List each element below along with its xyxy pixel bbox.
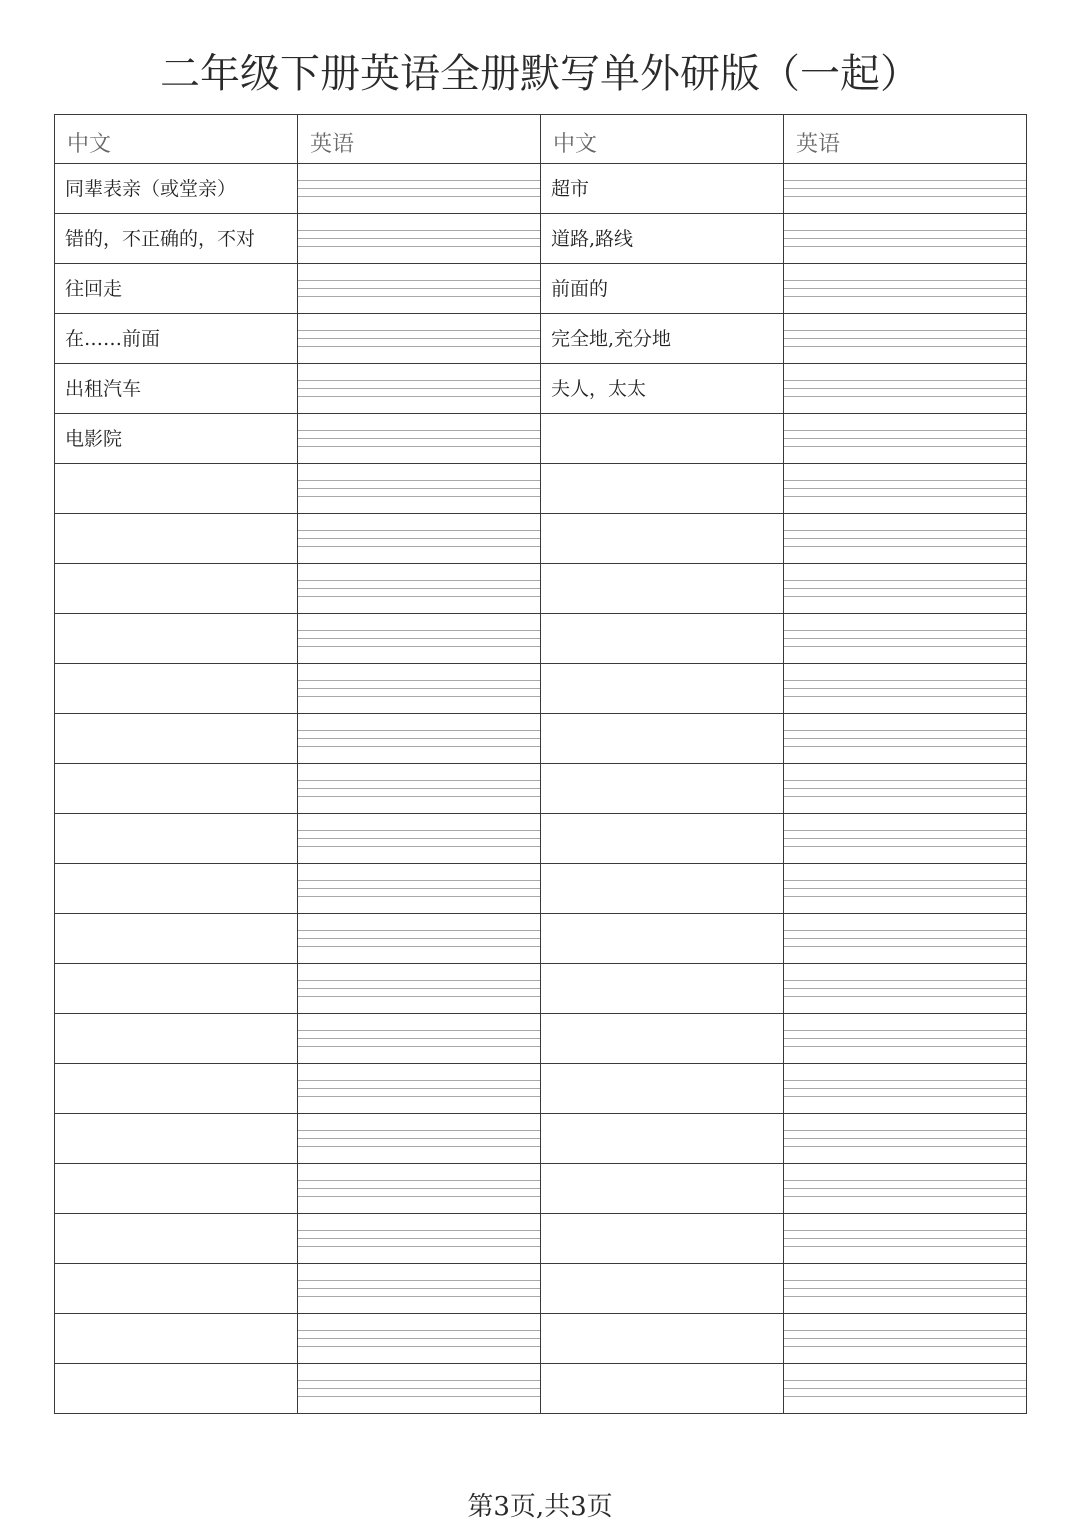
- writing-guide-lines: [784, 714, 1026, 763]
- english-answer-cell-right[interactable]: [784, 1214, 1027, 1264]
- table-row: [55, 514, 1027, 564]
- chinese-term: 同辈表亲（或堂亲）: [65, 178, 237, 200]
- chinese-cell-right: [541, 1164, 784, 1214]
- english-answer-cell-left[interactable]: [298, 214, 541, 264]
- writing-guide-lines: [298, 1164, 540, 1213]
- english-answer-cell-right[interactable]: [784, 264, 1027, 314]
- table-row: [55, 1314, 1027, 1364]
- english-answer-cell-left[interactable]: [298, 464, 541, 514]
- writing-guide-lines: [784, 264, 1026, 313]
- chinese-cell-right: [541, 164, 784, 214]
- writing-guide-lines: [784, 214, 1026, 263]
- chinese-cell-right: [541, 214, 784, 264]
- english-answer-cell-left[interactable]: [298, 1114, 541, 1164]
- chinese-term: [55, 1364, 297, 1374]
- chinese-term: 电影院: [65, 428, 123, 450]
- table-row: [55, 614, 1027, 664]
- writing-guide-lines: [784, 664, 1026, 713]
- table-row: [55, 414, 1027, 464]
- chinese-cell-left: [55, 764, 298, 814]
- english-answer-cell-left[interactable]: [298, 414, 541, 464]
- chinese-term: [55, 714, 297, 724]
- chinese-term: [541, 864, 783, 874]
- chinese-term: 出租汽车: [65, 378, 142, 400]
- chinese-cell-right: [541, 514, 784, 564]
- english-answer-cell-left[interactable]: [298, 164, 541, 214]
- writing-guide-lines: [298, 814, 540, 863]
- chinese-term: [55, 1314, 297, 1324]
- header-label: 英语: [310, 132, 355, 157]
- chinese-cell-left: [55, 1364, 298, 1414]
- chinese-term: [541, 914, 783, 924]
- chinese-term: [541, 714, 783, 724]
- english-answer-cell-left[interactable]: [298, 814, 541, 864]
- english-answer-cell-right[interactable]: [784, 164, 1027, 214]
- english-answer-cell-right[interactable]: [784, 764, 1027, 814]
- chinese-cell-right: [541, 714, 784, 764]
- table-row: [55, 914, 1027, 964]
- writing-guide-lines: [298, 364, 540, 413]
- table-row: [55, 214, 1027, 264]
- chinese-term: [55, 564, 297, 574]
- chinese-term: [541, 764, 783, 774]
- writing-guide-lines: [298, 314, 540, 363]
- chinese-term: [55, 1114, 297, 1124]
- writing-guide-lines: [784, 464, 1026, 513]
- writing-guide-lines: [298, 1064, 540, 1113]
- writing-guide-lines: [784, 1064, 1026, 1113]
- writing-guide-lines: [298, 864, 540, 913]
- writing-guide-lines: [298, 1314, 540, 1363]
- chinese-term: [55, 464, 297, 474]
- table-row: [55, 264, 1027, 314]
- writing-guide-lines: [784, 564, 1026, 613]
- writing-guide-lines: [298, 1014, 540, 1063]
- english-answer-cell-right[interactable]: [784, 914, 1027, 964]
- chinese-term: 在……前面: [65, 328, 161, 350]
- chinese-cell-left: [55, 664, 298, 714]
- english-answer-cell-right[interactable]: [784, 1314, 1027, 1364]
- english-answer-cell-right[interactable]: [784, 714, 1027, 764]
- chinese-cell-right: [541, 614, 784, 664]
- chinese-term: 前面的: [551, 278, 609, 300]
- chinese-term: [55, 914, 297, 924]
- english-answer-cell-left[interactable]: [298, 1164, 541, 1214]
- writing-guide-lines: [298, 1364, 540, 1413]
- english-answer-cell-left[interactable]: [298, 1014, 541, 1064]
- chinese-cell-right: [541, 1364, 784, 1414]
- chinese-term: [55, 1014, 297, 1024]
- writing-guide-lines: [298, 214, 540, 263]
- writing-guide-lines: [784, 914, 1026, 963]
- header-cell-chinese-left: [55, 115, 298, 164]
- english-answer-cell-left[interactable]: [298, 614, 541, 664]
- writing-guide-lines: [298, 414, 540, 463]
- header-cell-chinese-right: [541, 115, 784, 164]
- english-answer-cell-right[interactable]: [784, 1014, 1027, 1064]
- chinese-cell-left: [55, 564, 298, 614]
- writing-guide-lines: [298, 764, 540, 813]
- english-answer-cell-right[interactable]: [784, 364, 1027, 414]
- english-answer-cell-left[interactable]: [298, 964, 541, 1014]
- chinese-term: [541, 464, 783, 474]
- chinese-term: 错的，不正确的，不对: [65, 228, 256, 250]
- writing-guide-lines: [784, 1014, 1026, 1063]
- chinese-term: [541, 1114, 783, 1124]
- header-cell-english-left: [298, 115, 541, 164]
- writing-guide-lines: [298, 514, 540, 563]
- chinese-cell-right: [541, 964, 784, 1014]
- chinese-term: [541, 514, 783, 524]
- chinese-term: 完全地,充分地: [551, 328, 672, 350]
- writing-guide-lines: [298, 1214, 540, 1263]
- chinese-term: [55, 1264, 297, 1274]
- writing-guide-lines: [298, 1264, 540, 1313]
- chinese-term: [541, 664, 783, 674]
- header-label: 中文: [67, 132, 112, 157]
- chinese-term: 夫人，太太: [551, 378, 647, 400]
- chinese-cell-left: [55, 864, 298, 914]
- chinese-cell-left: [55, 614, 298, 664]
- writing-guide-lines: [784, 1264, 1026, 1313]
- english-answer-cell-right[interactable]: [784, 214, 1027, 264]
- english-answer-cell-right[interactable]: [784, 814, 1027, 864]
- chinese-term: [55, 764, 297, 774]
- english-answer-cell-right[interactable]: [784, 464, 1027, 514]
- table-row: [55, 1164, 1027, 1214]
- chinese-cell-left: [55, 214, 298, 264]
- table-row: [55, 864, 1027, 914]
- chinese-cell-right: [541, 1214, 784, 1264]
- writing-guide-lines: [298, 664, 540, 713]
- chinese-term: [541, 614, 783, 624]
- chinese-cell-right: [541, 1064, 784, 1114]
- writing-guide-lines: [784, 1114, 1026, 1163]
- page-footer: 第3页,共3页: [467, 1492, 613, 1522]
- table-row: [55, 1014, 1027, 1064]
- writing-guide-lines: [298, 164, 540, 213]
- english-answer-cell-left[interactable]: [298, 1314, 541, 1364]
- table-row: [55, 664, 1027, 714]
- writing-guide-lines: [298, 714, 540, 763]
- header-label: 中文: [553, 132, 598, 157]
- chinese-term: [541, 1314, 783, 1324]
- chinese-term: [55, 964, 297, 974]
- chinese-cell-left: [55, 1264, 298, 1314]
- chinese-cell-right: [541, 1264, 784, 1314]
- chinese-cell-left: [55, 364, 298, 414]
- writing-guide-lines: [784, 414, 1026, 463]
- chinese-cell-left: [55, 464, 298, 514]
- english-answer-cell-left[interactable]: [298, 264, 541, 314]
- dictation-table: [54, 114, 1027, 1414]
- english-answer-cell-right[interactable]: [784, 964, 1027, 1014]
- writing-guide-lines: [784, 864, 1026, 913]
- chinese-cell-right: [541, 664, 784, 714]
- english-answer-cell-right[interactable]: [784, 414, 1027, 464]
- chinese-cell-right: [541, 464, 784, 514]
- chinese-term: [541, 1014, 783, 1024]
- table-row: [55, 764, 1027, 814]
- table-row: [55, 464, 1027, 514]
- chinese-cell-left: [55, 964, 298, 1014]
- english-answer-cell-left[interactable]: [298, 714, 541, 764]
- chinese-cell-right: [541, 1014, 784, 1064]
- table-row: [55, 1114, 1027, 1164]
- chinese-term: 往回走: [65, 278, 123, 300]
- english-answer-cell-left[interactable]: [298, 764, 541, 814]
- english-answer-cell-left[interactable]: [298, 364, 541, 414]
- chinese-cell-right: [541, 564, 784, 614]
- writing-guide-lines: [784, 314, 1026, 363]
- chinese-term: [541, 1164, 783, 1174]
- english-answer-cell-right[interactable]: [784, 514, 1027, 564]
- writing-guide-lines: [784, 814, 1026, 863]
- writing-guide-lines: [784, 964, 1026, 1013]
- table-row: [55, 364, 1027, 414]
- chinese-term: [541, 1364, 783, 1374]
- english-answer-cell-right[interactable]: [784, 614, 1027, 664]
- chinese-term: [55, 614, 297, 624]
- chinese-cell-right: [541, 814, 784, 864]
- chinese-cell-right: [541, 364, 784, 414]
- chinese-term: [541, 1214, 783, 1224]
- chinese-cell-left: [55, 1114, 298, 1164]
- chinese-term: [55, 814, 297, 824]
- english-answer-cell-right[interactable]: [784, 1064, 1027, 1114]
- chinese-cell-left: [55, 1314, 298, 1364]
- table-row: [55, 1064, 1027, 1114]
- writing-guide-lines: [784, 1314, 1026, 1363]
- table-row: [55, 1364, 1027, 1414]
- table-row: [55, 714, 1027, 764]
- chinese-term: [541, 964, 783, 974]
- writing-guide-lines: [298, 914, 540, 963]
- english-answer-cell-right[interactable]: [784, 314, 1027, 364]
- writing-guide-lines: [784, 764, 1026, 813]
- english-answer-cell-right[interactable]: [784, 1164, 1027, 1214]
- header-row: [55, 115, 1027, 164]
- chinese-cell-left: [55, 514, 298, 564]
- writing-guide-lines: [784, 1364, 1026, 1413]
- writing-guide-lines: [784, 614, 1026, 663]
- english-answer-cell-left[interactable]: [298, 1264, 541, 1314]
- chinese-term: [55, 664, 297, 674]
- chinese-term: 道路,路线: [551, 228, 634, 250]
- chinese-cell-left: [55, 1064, 298, 1114]
- english-answer-cell-left[interactable]: [298, 514, 541, 564]
- english-answer-cell-right[interactable]: [784, 1364, 1027, 1414]
- table-row: [55, 1214, 1027, 1264]
- english-answer-cell-left[interactable]: [298, 564, 541, 614]
- table-row: [55, 814, 1027, 864]
- english-answer-cell-left[interactable]: [298, 1214, 541, 1264]
- chinese-cell-left: [55, 264, 298, 314]
- chinese-term: [55, 514, 297, 524]
- chinese-term: [55, 864, 297, 874]
- english-answer-cell-right[interactable]: [784, 1114, 1027, 1164]
- writing-guide-lines: [298, 614, 540, 663]
- writing-guide-lines: [298, 564, 540, 613]
- chinese-cell-left: [55, 314, 298, 364]
- chinese-term: 超市: [551, 178, 590, 200]
- header-cell-english-right: [784, 115, 1027, 164]
- chinese-term: [55, 1064, 297, 1074]
- chinese-cell-right: [541, 314, 784, 364]
- writing-guide-lines: [784, 364, 1026, 413]
- english-answer-cell-left[interactable]: [298, 914, 541, 964]
- chinese-cell-right: [541, 914, 784, 964]
- writing-guide-lines: [298, 464, 540, 513]
- chinese-cell-left: [55, 1164, 298, 1214]
- chinese-term: [541, 814, 783, 824]
- english-answer-cell-right[interactable]: [784, 864, 1027, 914]
- chinese-cell-left: [55, 1014, 298, 1064]
- chinese-term: [541, 564, 783, 574]
- english-answer-cell-left[interactable]: [298, 314, 541, 364]
- chinese-cell-left: [55, 1214, 298, 1264]
- english-answer-cell-right[interactable]: [784, 564, 1027, 614]
- chinese-cell-right: [541, 1114, 784, 1164]
- chinese-cell-left: [55, 414, 298, 464]
- writing-guide-lines: [784, 514, 1026, 563]
- header-label: 英语: [796, 132, 841, 157]
- chinese-term: [55, 1164, 297, 1174]
- page-title: 二年级下册英语全册默写单外研版（一起）: [160, 51, 920, 97]
- english-answer-cell-right[interactable]: [784, 664, 1027, 714]
- table-row: [55, 964, 1027, 1014]
- chinese-cell-right: [541, 414, 784, 464]
- chinese-cell-left: [55, 714, 298, 764]
- chinese-cell-right: [541, 1314, 784, 1364]
- table-body: [55, 115, 1027, 1414]
- writing-guide-lines: [298, 1114, 540, 1163]
- english-answer-cell-left[interactable]: [298, 1364, 541, 1414]
- chinese-term: [541, 1264, 783, 1274]
- english-answer-cell-left[interactable]: [298, 1064, 541, 1114]
- table-row: [55, 314, 1027, 364]
- writing-guide-lines: [784, 164, 1026, 213]
- writing-guide-lines: [298, 964, 540, 1013]
- chinese-cell-left: [55, 164, 298, 214]
- chinese-cell-right: [541, 764, 784, 814]
- chinese-cell-left: [55, 814, 298, 864]
- writing-guide-lines: [784, 1214, 1026, 1263]
- chinese-term: [541, 414, 783, 424]
- chinese-cell-left: [55, 914, 298, 964]
- chinese-term: [541, 1064, 783, 1074]
- chinese-cell-right: [541, 264, 784, 314]
- table-row: [55, 564, 1027, 614]
- english-answer-cell-left[interactable]: [298, 664, 541, 714]
- writing-guide-lines: [784, 1164, 1026, 1213]
- table-row: [55, 164, 1027, 214]
- english-answer-cell-right[interactable]: [784, 1264, 1027, 1314]
- chinese-term: [55, 1214, 297, 1224]
- table-row: [55, 1264, 1027, 1314]
- writing-guide-lines: [298, 264, 540, 313]
- english-answer-cell-left[interactable]: [298, 864, 541, 914]
- chinese-cell-right: [541, 864, 784, 914]
